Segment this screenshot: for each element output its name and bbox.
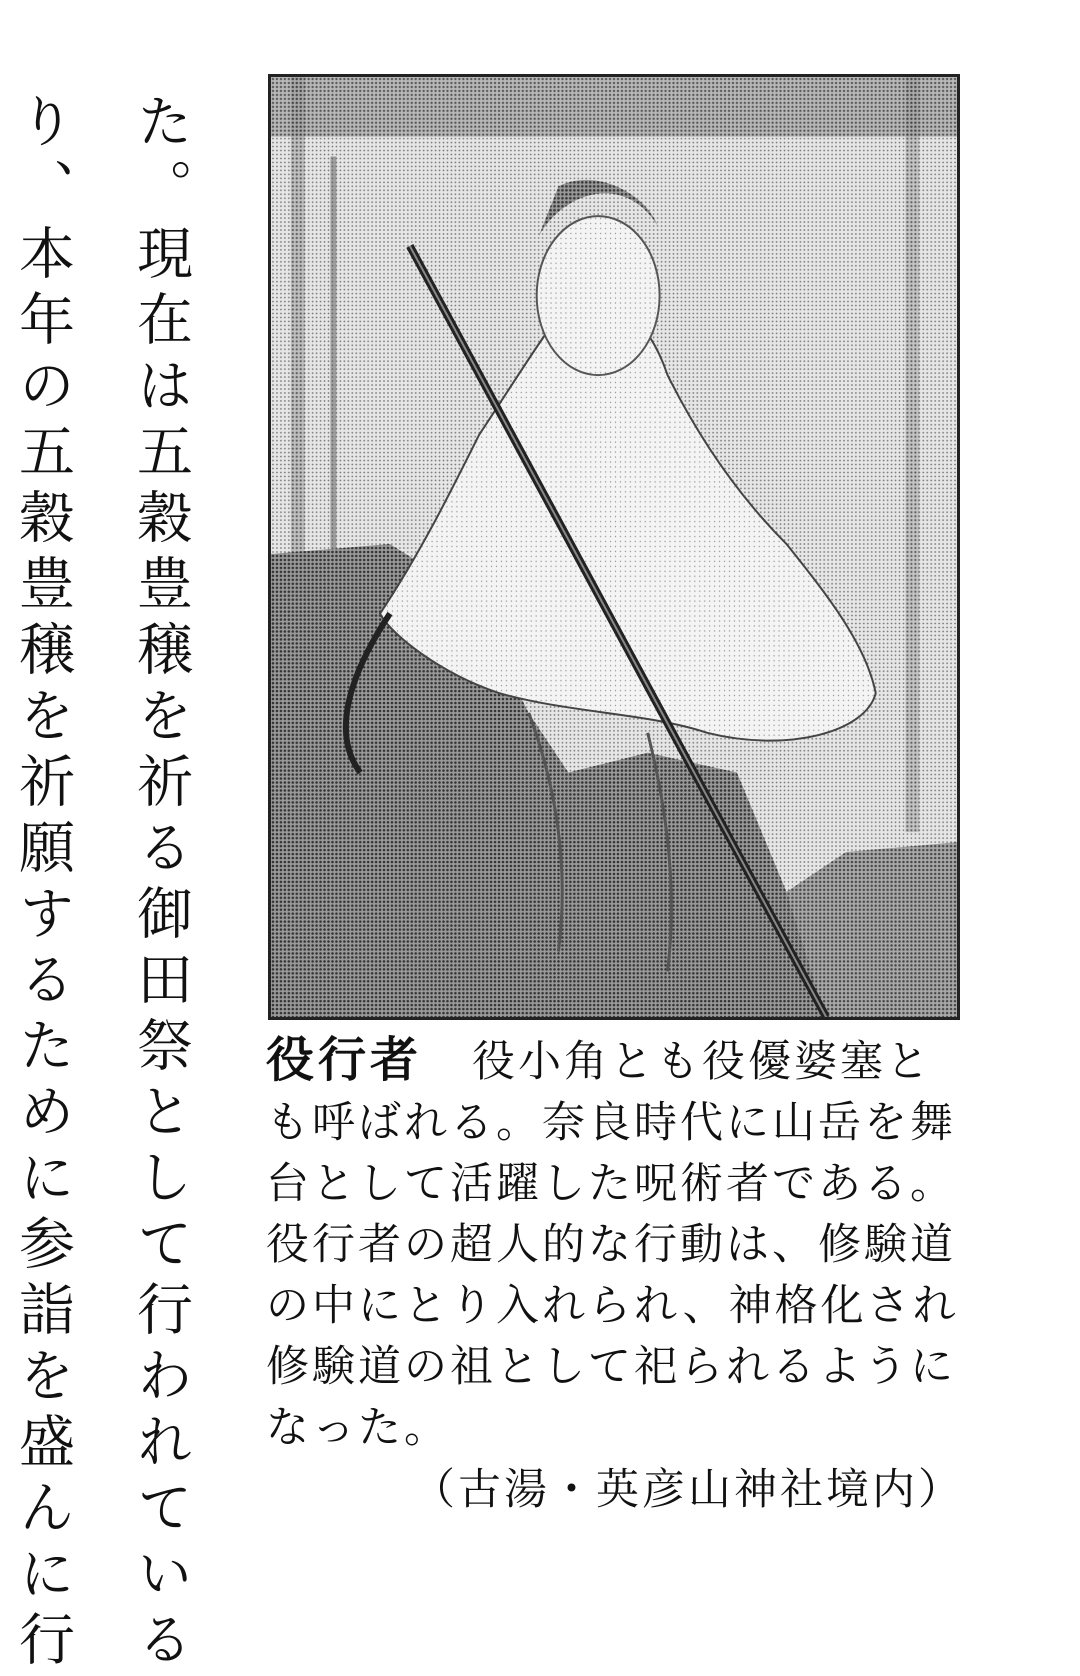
photo-credit: （古湯・英彦山神社境内） bbox=[412, 1465, 964, 1515]
body-text-column-2: り、本年の五穀豊穣を祈願するために参詣を盛んに行 bbox=[10, 92, 75, 1676]
body-text-column-1: た。現在は五穀豊穣を祈る御田祭として行われている bbox=[128, 92, 193, 1676]
caption-text: 役小角とも役優婆塞とも呼ばれる。奈良時代に山岳を舞台として活躍した呪術者である。役行者の超人的な行動は、修験道の中にとり入れられ、神格化され修験道の祖として祀られるようになった。 bbox=[266, 1037, 959, 1453]
statue-photo bbox=[268, 74, 960, 1020]
caption-title: 役行者 bbox=[266, 1032, 423, 1088]
en-no-gyoja-statue-image bbox=[271, 77, 957, 1017]
photo-caption bbox=[266, 1030, 966, 1459]
